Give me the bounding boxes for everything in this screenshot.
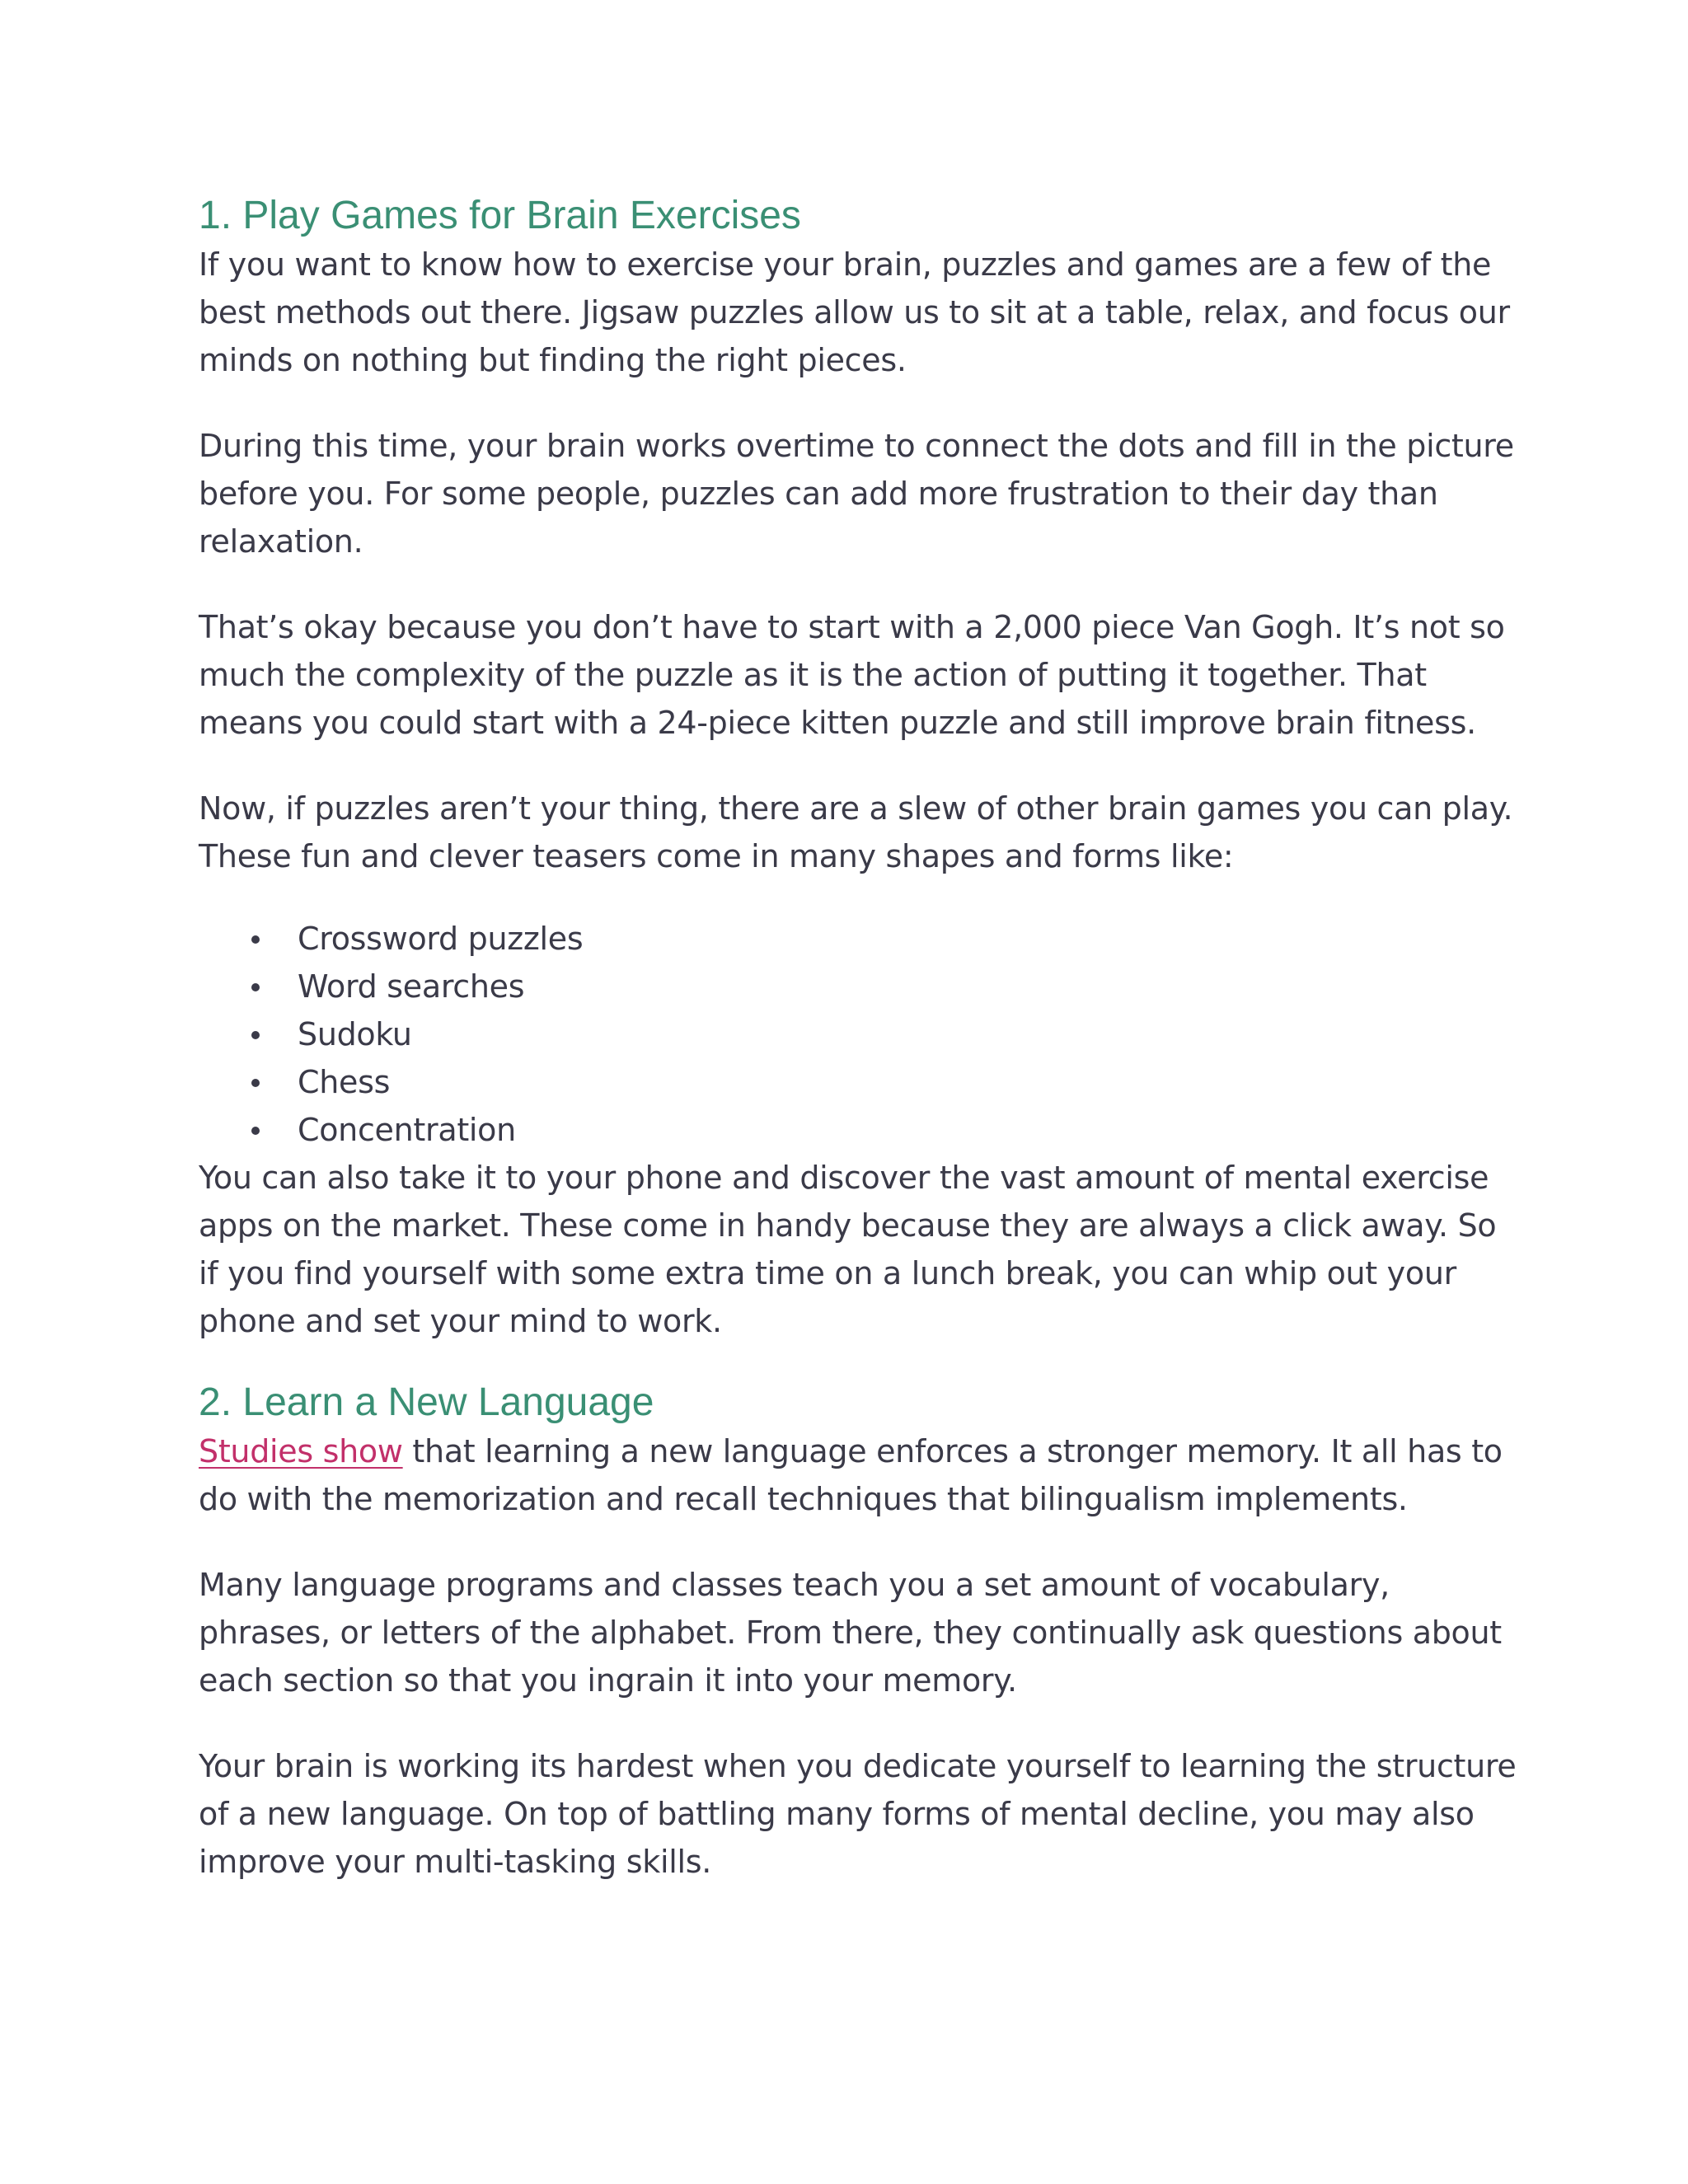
brain-games-list [199,915,1517,1154]
bullet-icon [251,1031,260,1039]
list-item: Crossword puzzles [199,915,1517,963]
section-1-closing-paragraph: You can also take it to your phone and discover the vast amount of mental exercise apps on the market. These come in handy because they are always a click away. So if you find yourself with some extra time on a lunch break, you can whip out your phone and set your mind to work. [199,1160,1497,1339]
section-2-paragraph-3: Your brain is working its hardest when you dedicate yourself to learning the structure of a new language. On top of battling many forms of mental decline, you may also improve your multi-tasking skills. [199,1748,1517,1880]
list-item: Chess [199,1058,1517,1106]
studies-show-link[interactable]: Studies show [199,1433,403,1469]
section-1-paragraph-3: That’s okay because you don’t have to start with a 2,000 piece Van Gogh. It’s not so much the complexity of the puzzle as it is the action of putting it together. That means you could start with a 24-piece kitten puzzle and still improve brain fitness. [199,609,1505,741]
article-content [199,193,1517,1886]
section-2-paragraph-1-text: that learning a new language enforces a stronger memory. It all has to do with the memorization and recall techniques that bilingualism implements. [199,1433,1503,1517]
list-item: Sudoku [199,1010,1517,1058]
bullet-icon [251,935,260,944]
section-1-heading: 1. Play Games for Brain Exercises [199,194,801,237]
section-2-heading: 2. Learn a New Language [199,1380,654,1424]
bullet-icon [251,1079,260,1087]
list-item: Word searches [199,963,1517,1010]
section-1-paragraph-2: During this time, your brain works overtime to connect the dots and fill in the picture before you. For some people, puzzles can add more frustration to their day than relaxation. [199,428,1514,560]
section-2-paragraph-1 [199,1427,1517,1523]
section-2-paragraph-2: Many language programs and classes teach you a set amount of vocabulary, phrases, or letters of the alphabet. From there, they continually ask questions about each section so that you ingrain it into your memory. [199,1567,1502,1699]
bullet-icon [251,983,260,991]
bullet-icon [251,1127,260,1135]
section-1-paragraph-4: Now, if puzzles aren’t your thing, there are a slew of other brain games you can play. These fun and clever teasers come in many shapes and forms like: [199,790,1513,874]
list-item: Concentration [199,1106,1517,1154]
section-1-paragraph-1: If you want to know how to exercise your brain, puzzles and games are a few of the best methods out there. Jigsaw puzzles allow us to sit at a table, relax, and focus our minds on nothing but finding the right pieces. [199,246,1510,378]
